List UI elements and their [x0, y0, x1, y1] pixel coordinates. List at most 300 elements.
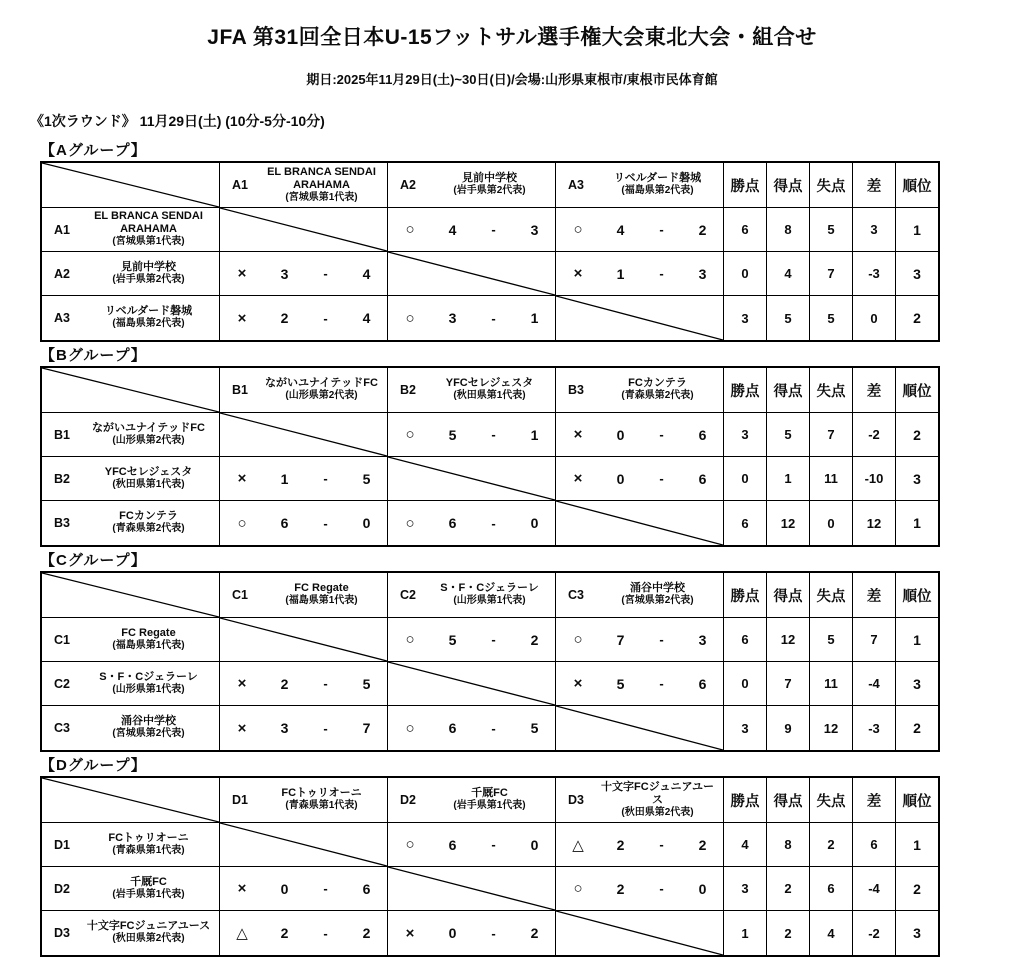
stat-header-3: 差 — [853, 163, 896, 208]
scored-cell: 5 — [767, 296, 810, 340]
score-right: 4 — [362, 310, 371, 326]
score-right: 4 — [362, 265, 371, 282]
team-name: FCカンテラ — [628, 377, 687, 390]
team-representative: (岩手県第2代表) — [112, 273, 185, 285]
team-name-block — [84, 627, 219, 653]
stat-header-4: 順位 — [896, 163, 938, 208]
score-left: 1 — [280, 470, 289, 487]
team-name-block — [84, 422, 219, 448]
team-row-cell — [42, 618, 220, 662]
team-name: 千厩FC — [471, 787, 508, 800]
score-separator: - — [491, 515, 496, 531]
team-representative: (青森県第1代表) — [112, 844, 185, 856]
score-left: 5 — [448, 631, 457, 648]
self-match-diagonal — [388, 662, 555, 705]
team-header-cell — [220, 368, 388, 413]
rank-cell: 1 — [896, 208, 938, 252]
team-name-block — [84, 832, 219, 858]
score-right: 6 — [698, 675, 707, 692]
team-name: 見前中学校 — [462, 172, 517, 185]
team-header-cell — [388, 368, 556, 413]
conceded-cell: 12 — [810, 706, 853, 750]
score-left: 2 — [280, 310, 289, 326]
result-mark: × — [573, 675, 583, 692]
stat-header-2: 失点 — [810, 163, 853, 208]
score-separator: - — [323, 676, 328, 691]
rank-cell: 3 — [896, 252, 938, 296]
result-mark: ○ — [573, 631, 583, 648]
match-result-cell — [220, 252, 388, 296]
team-id: C2 — [400, 588, 416, 602]
stat-header-1: 得点 — [767, 573, 810, 618]
group-section — [40, 758, 1024, 957]
conceded-cell: 5 — [810, 296, 853, 340]
score-right: 6 — [698, 470, 707, 487]
team-name: ながいユナイテッドFC — [265, 377, 378, 390]
score-separator: - — [659, 676, 664, 691]
team-representative: (秋田県第2代表) — [621, 806, 694, 818]
score-separator: - — [659, 471, 664, 486]
team-name-block — [430, 582, 555, 608]
self-match-diagonal — [42, 368, 219, 412]
rank-cell: 2 — [913, 310, 921, 326]
score-separator: - — [491, 310, 496, 326]
score-right: 6 — [362, 880, 371, 897]
scored-cell: 12 — [767, 501, 810, 545]
match-result-cell — [556, 823, 724, 867]
match-result-cell — [220, 911, 388, 955]
self-match-diagonal — [388, 457, 555, 500]
stat-header-2: 失点 — [810, 573, 853, 618]
team-name: ながいユナイテッドFC — [92, 421, 205, 434]
score-left: 3 — [448, 310, 457, 326]
team-header-cell — [556, 368, 724, 413]
diff-cell: 7 — [853, 618, 896, 662]
group-section — [40, 143, 1024, 342]
standings-table — [40, 571, 940, 752]
score-right: 5 — [530, 720, 539, 736]
self-match-diagonal — [556, 706, 723, 750]
team-name-block — [598, 377, 723, 403]
team-header-cell — [220, 778, 388, 823]
team-representative: (福島県第1代表) — [285, 595, 358, 607]
team-name-block — [598, 781, 723, 820]
score-left: 4 — [448, 221, 457, 238]
result-mark: ○ — [573, 880, 583, 897]
score-left: 3 — [280, 265, 289, 282]
score-left: 5 — [616, 675, 625, 692]
self-match-diagonal — [42, 573, 219, 617]
points-cell: 6 — [724, 208, 767, 252]
team-name: 見前中学校 — [121, 260, 176, 273]
stat-header-3: 差 — [853, 778, 896, 823]
team-name-block — [598, 172, 723, 198]
score-left: 5 — [448, 426, 457, 443]
group-section — [40, 553, 1024, 752]
team-representative: (山形県第2代表) — [285, 390, 358, 402]
team-row-cell — [42, 706, 220, 750]
team-row-cell — [42, 252, 220, 296]
score-right: 5 — [362, 675, 371, 692]
team-id: B1 — [54, 427, 70, 442]
page-title: JFA 第31回全日本U-15フットサル選手権大会東北大会・組合せ — [207, 26, 817, 49]
team-id: D1 — [54, 837, 70, 852]
team-id: A3 — [54, 311, 70, 325]
team-name-block — [262, 787, 387, 813]
conceded-cell: 5 — [810, 208, 853, 252]
score-left: 2 — [280, 925, 289, 941]
team-id: A1 — [54, 222, 70, 237]
team-name-block — [84, 671, 219, 697]
team-id: B1 — [232, 383, 248, 397]
team-representative: (岩手県第1代表) — [453, 800, 526, 812]
rank-cell: 2 — [913, 720, 921, 736]
corner-cell — [42, 778, 220, 823]
diff-cell: -2 — [853, 911, 896, 955]
result-mark: ○ — [405, 631, 415, 648]
self-match-cell — [388, 457, 556, 501]
rank-cell: 3 — [913, 925, 921, 941]
score-right: 2 — [698, 836, 707, 853]
team-row-cell — [42, 296, 220, 340]
team-name-block — [84, 261, 219, 287]
team-name-block — [84, 466, 219, 492]
team-representative: (福島県第2代表) — [621, 185, 694, 197]
team-name: S・F・Cジェラーレ — [440, 582, 539, 595]
team-name: S・F・Cジェラーレ — [99, 670, 198, 683]
team-representative: (山形県第1代表) — [453, 595, 526, 607]
team-row-cell — [42, 662, 220, 706]
score-left: 0 — [616, 470, 625, 487]
team-name: 涌谷中学校 — [630, 582, 685, 595]
match-result-cell — [556, 662, 724, 706]
score-right: 1 — [530, 310, 539, 326]
result-mark: × — [237, 470, 247, 487]
standings-table — [40, 161, 940, 342]
team-name-block — [84, 876, 219, 902]
self-match-diagonal — [388, 867, 555, 910]
diff-cell: -4 — [853, 662, 896, 706]
score-separator: - — [491, 837, 496, 852]
conceded-cell: 4 — [810, 911, 853, 955]
team-header-cell — [220, 163, 388, 208]
team-representative: (岩手県第1代表) — [112, 888, 185, 900]
group-label: 【Bグループ】 — [40, 347, 147, 364]
stat-header-4: 順位 — [896, 573, 938, 618]
team-name-block — [84, 715, 219, 741]
match-result-cell — [388, 823, 556, 867]
score-separator: - — [323, 471, 328, 486]
team-representative: (青森県第2代表) — [112, 523, 185, 535]
score-separator: - — [323, 310, 328, 326]
match-result-cell — [388, 706, 556, 750]
team-name: YFCセレジェスタ — [104, 465, 193, 478]
team-name: FCトゥリオーニ — [281, 787, 362, 800]
corner-cell — [42, 368, 220, 413]
score-separator: - — [491, 222, 496, 237]
self-match-diagonal — [556, 911, 723, 955]
corner-cell — [42, 573, 220, 618]
team-id: A1 — [232, 178, 248, 192]
conceded-cell: 2 — [810, 823, 853, 867]
result-mark: ○ — [405, 836, 415, 853]
match-result-cell — [388, 208, 556, 252]
self-match-cell — [556, 501, 724, 545]
team-id: D3 — [568, 793, 584, 807]
score-separator: - — [323, 515, 328, 531]
result-mark: × — [237, 880, 247, 897]
score-left: 2 — [280, 675, 289, 692]
result-mark: ○ — [405, 426, 415, 443]
team-name: 涌谷中学校 — [121, 715, 176, 728]
self-match-diagonal — [388, 252, 555, 295]
team-header-cell — [556, 163, 724, 208]
rank-cell: 2 — [896, 867, 938, 911]
team-representative: (宮城県第1代表) — [285, 191, 358, 203]
team-representative: (山形県第1代表) — [112, 683, 185, 695]
score-right: 2 — [362, 925, 371, 941]
points-cell: 4 — [724, 823, 767, 867]
score-right: 5 — [362, 470, 371, 487]
diff-cell: 12 — [853, 501, 896, 545]
conceded-cell: 0 — [810, 501, 853, 545]
score-separator: - — [323, 266, 328, 281]
stat-header-2: 失点 — [810, 778, 853, 823]
team-row-cell — [42, 413, 220, 457]
score-right: 0 — [698, 880, 707, 897]
team-id: D3 — [54, 926, 70, 940]
match-result-cell — [556, 867, 724, 911]
self-match-cell — [556, 706, 724, 750]
rank-cell: 1 — [896, 823, 938, 867]
team-name-block — [598, 582, 723, 608]
score-separator: - — [491, 720, 496, 736]
score-left: 7 — [616, 631, 625, 648]
team-name: リベルダード磐城 — [613, 172, 702, 185]
self-match-cell — [388, 867, 556, 911]
rank-cell: 3 — [896, 662, 938, 706]
stat-header-1: 得点 — [767, 778, 810, 823]
scored-cell: 1 — [767, 457, 810, 501]
result-mark: × — [405, 924, 415, 942]
team-id: B3 — [54, 516, 70, 530]
result-mark: ○ — [405, 719, 415, 737]
scored-cell: 8 — [767, 208, 810, 252]
conceded-cell: 7 — [810, 252, 853, 296]
diff-cell: 0 — [853, 296, 896, 340]
match-result-cell — [220, 867, 388, 911]
stat-header-3: 差 — [853, 368, 896, 413]
match-result-cell — [220, 662, 388, 706]
points-cell: 3 — [724, 413, 767, 457]
team-id: D2 — [400, 793, 416, 807]
score-right: 0 — [362, 515, 371, 531]
result-mark: ○ — [573, 221, 583, 238]
self-match-diagonal — [556, 296, 723, 340]
team-id: B3 — [568, 383, 584, 397]
score-right: 6 — [698, 426, 707, 443]
score-left: 3 — [280, 720, 289, 736]
team-name-block — [84, 210, 219, 249]
result-mark: × — [237, 675, 247, 692]
score-left: 6 — [448, 720, 457, 736]
team-name: リベルダード磐城 — [104, 305, 193, 318]
team-name: FC Regate — [121, 626, 176, 639]
result-mark: × — [237, 719, 247, 737]
team-name: FCトゥリオーニ — [108, 831, 189, 844]
team-id: D2 — [54, 881, 70, 896]
scored-cell: 9 — [767, 706, 810, 750]
team-header-cell — [388, 778, 556, 823]
stat-header-4: 順位 — [896, 778, 938, 823]
group-label: 【Aグループ】 — [40, 142, 147, 159]
team-representative: (宮城県第2代表) — [621, 595, 694, 607]
stat-header-3: 差 — [853, 573, 896, 618]
score-left: 0 — [280, 880, 289, 897]
diff-cell: -3 — [853, 252, 896, 296]
score-left: 6 — [448, 836, 457, 853]
team-name-block — [84, 305, 219, 331]
diff-cell: 3 — [853, 208, 896, 252]
score-separator: - — [659, 427, 664, 442]
scored-cell: 4 — [767, 252, 810, 296]
standings-table — [40, 776, 940, 957]
conceded-cell: 11 — [810, 457, 853, 501]
result-mark: ○ — [405, 514, 415, 532]
conceded-cell: 5 — [810, 618, 853, 662]
team-name: 十文字FCジュニアユース — [86, 920, 211, 933]
stat-header-2: 失点 — [810, 368, 853, 413]
score-right: 3 — [530, 221, 539, 238]
result-mark: △ — [236, 925, 248, 942]
result-mark: ○ — [237, 514, 247, 532]
scored-cell: 2 — [767, 911, 810, 955]
score-separator: - — [323, 881, 328, 896]
self-match-diagonal — [220, 413, 387, 456]
result-mark: × — [573, 426, 583, 443]
result-mark: × — [237, 265, 247, 282]
match-result-cell — [556, 252, 724, 296]
team-header-cell — [556, 778, 724, 823]
points-cell: 3 — [724, 296, 767, 340]
score-separator: - — [659, 837, 664, 852]
team-id: A2 — [400, 178, 416, 192]
team-name-block — [84, 920, 219, 946]
rank-cell: 3 — [896, 457, 938, 501]
points-cell: 3 — [724, 867, 767, 911]
self-match-cell — [556, 296, 724, 340]
score-right: 0 — [530, 836, 539, 853]
match-result-cell — [388, 296, 556, 340]
self-match-diagonal — [220, 208, 387, 251]
score-left: 1 — [616, 265, 625, 282]
team-row-cell — [42, 867, 220, 911]
score-separator: - — [659, 632, 664, 647]
team-representative: (宮城県第2代表) — [112, 728, 185, 740]
stat-header-1: 得点 — [767, 368, 810, 413]
team-name-block — [84, 510, 219, 536]
team-header-cell — [388, 163, 556, 208]
result-mark: × — [573, 265, 583, 282]
self-match-cell — [220, 823, 388, 867]
corner-cell — [42, 163, 220, 208]
match-result-cell — [388, 501, 556, 545]
team-name: YFCセレジェスタ — [445, 377, 534, 390]
match-result-cell — [556, 457, 724, 501]
score-left: 2 — [616, 836, 625, 853]
team-id: B2 — [54, 471, 70, 486]
stat-header-0: 勝点 — [724, 573, 767, 618]
score-left: 0 — [448, 925, 457, 941]
scored-cell: 8 — [767, 823, 810, 867]
diff-cell: -2 — [853, 413, 896, 457]
diff-cell: -10 — [853, 457, 896, 501]
match-result-cell — [556, 208, 724, 252]
standings-table — [40, 366, 940, 547]
team-name-block — [430, 377, 555, 403]
score-separator: - — [323, 925, 328, 941]
result-mark: × — [573, 470, 583, 487]
stat-header-0: 勝点 — [724, 163, 767, 208]
team-representative: (秋田県第1代表) — [453, 390, 526, 402]
team-id: C1 — [232, 588, 248, 602]
stat-header-4: 順位 — [896, 368, 938, 413]
team-name-block — [262, 377, 387, 403]
result-mark: ○ — [405, 221, 415, 238]
group-label: 【Cグループ】 — [40, 552, 147, 569]
score-separator: - — [491, 427, 496, 442]
self-match-diagonal — [220, 823, 387, 866]
team-id: D1 — [232, 793, 248, 807]
rank-cell: 2 — [896, 413, 938, 457]
team-representative: (秋田県第2代表) — [112, 933, 185, 945]
self-match-diagonal — [556, 501, 723, 545]
team-representative: (福島県第2代表) — [112, 318, 185, 330]
score-right: 0 — [530, 515, 539, 531]
points-cell: 6 — [724, 618, 767, 662]
score-separator: - — [659, 222, 664, 237]
score-right: 3 — [698, 265, 707, 282]
points-cell: 0 — [724, 252, 767, 296]
team-id: A2 — [54, 266, 70, 281]
self-match-cell — [556, 911, 724, 955]
team-row-cell — [42, 501, 220, 545]
self-match-cell — [220, 618, 388, 662]
team-name-block — [430, 787, 555, 813]
points-cell: 3 — [724, 706, 767, 750]
points-cell: 0 — [724, 457, 767, 501]
group-section — [40, 348, 1024, 547]
score-separator: - — [323, 720, 328, 736]
score-right: 2 — [698, 221, 707, 238]
rank-cell: 1 — [896, 618, 938, 662]
team-representative: (宮城県第1代表) — [112, 236, 185, 248]
team-header-cell — [388, 573, 556, 618]
team-name: EL BRANCA SENDAI ARAHAMA — [267, 165, 376, 191]
team-name: EL BRANCA SENDAI ARAHAMA — [94, 210, 203, 236]
score-left: 0 — [616, 426, 625, 443]
round-info: 《1次ラウンド》 11月29日(土) (10分-5分-10分) — [30, 113, 325, 129]
match-result-cell — [220, 501, 388, 545]
self-match-cell — [388, 662, 556, 706]
team-id: C1 — [54, 632, 70, 647]
self-match-diagonal — [220, 618, 387, 661]
match-result-cell — [388, 911, 556, 955]
score-separator: - — [659, 266, 664, 281]
score-right: 2 — [530, 631, 539, 648]
groups-container — [0, 143, 1024, 957]
team-name-block — [430, 172, 555, 198]
